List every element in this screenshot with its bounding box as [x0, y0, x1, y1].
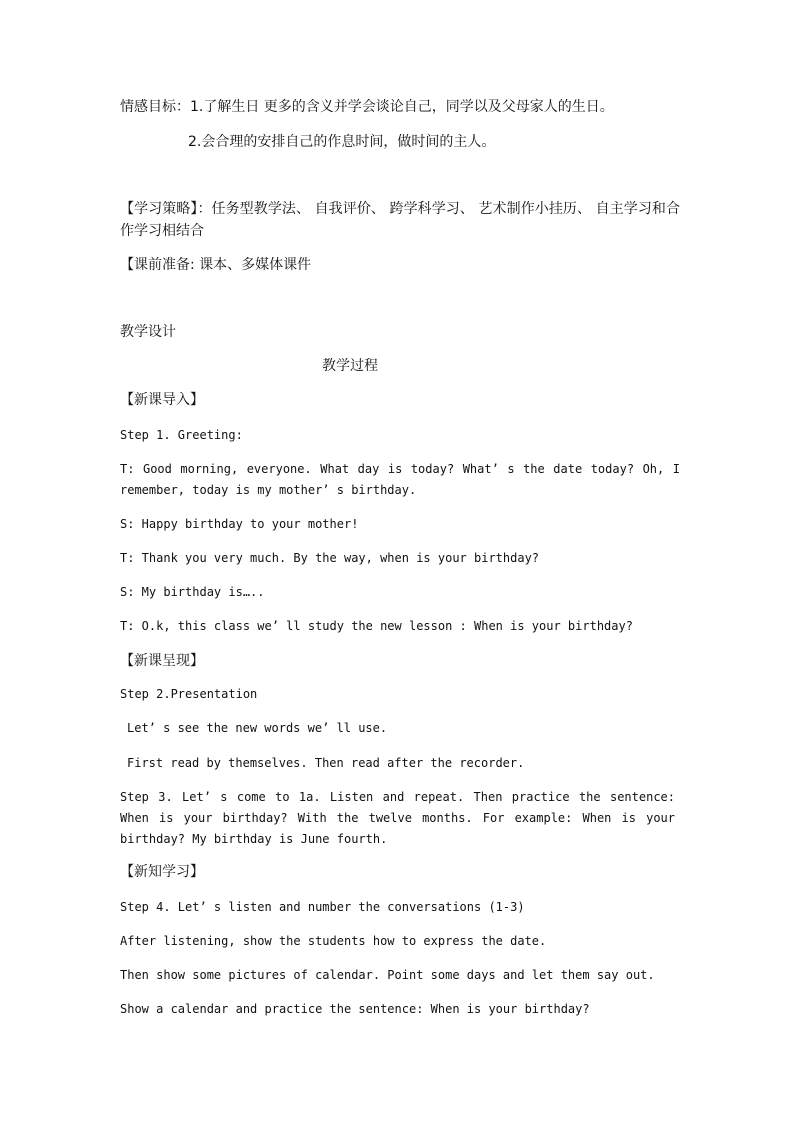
- after-listening-line: After listening, show the students how to express the date.: [120, 934, 547, 948]
- step-4-listen-number: Step 4. Let’ s listen and number the conversations (1-3): [120, 900, 525, 914]
- emotion-objective-line-1: 情感目标：1.了解生日 更多的含义并学会谈论自己，同学以及父母家人的生日。: [120, 99, 614, 115]
- teaching-design-heading: 教学设计: [120, 324, 176, 340]
- presentation-new-words: Let’ s see the new words we’ ll use.: [127, 721, 388, 735]
- section-new-knowledge-heading: 【新知学习】: [120, 864, 204, 880]
- dialogue-teacher-greeting: T: Good morning, everyone. What day is today? What’ s the date today? Oh, I remember, today is my mother’ s birthday.: [120, 462, 680, 497]
- section-new-lesson-presentation-heading: 【新课呈现】: [120, 653, 204, 669]
- lesson-preparation: 【课前准备: 课本、多媒体课件: [120, 257, 312, 273]
- calendar-pictures-line: Then show some pictures of calendar. Point some days and let them say out.: [120, 968, 655, 982]
- dialogue-student-happy-birthday: S: Happy birthday to your mother!: [120, 517, 359, 531]
- emotion-objective-line-2: 2.会合理的安排自己的作息时间，做时间的主人。: [188, 134, 496, 150]
- section-new-lesson-intro-heading: 【新课导入】: [120, 392, 204, 408]
- presentation-read: First read by themselves. Then read after the recorder.: [127, 756, 525, 770]
- learning-strategy: 【学习策略】：任务型教学法、 自我评价、 跨学科学习、 艺术制作小挂历、 自主学习和合作学习相结合: [120, 201, 680, 239]
- dialogue-teacher-thanks: T: Thank you very much. By the way, when is your birthday?: [120, 551, 540, 565]
- dialogue-teacher-new-lesson: T: O.k, this class we’ ll study the new lesson : When is your birthday?: [120, 619, 633, 633]
- teaching-process-heading: 教学过程: [322, 358, 378, 374]
- step-2-presentation: Step 2.Presentation: [120, 687, 258, 701]
- step-1-greeting: Step 1. Greeting:: [120, 428, 243, 442]
- calendar-practice-line: Show a calendar and practice the sentence: When is your birthday?: [120, 1002, 590, 1016]
- dialogue-student-birthday: S: My birthday is…..: [120, 585, 265, 599]
- step-3-listen-repeat: Step 3. Let’ s come to 1a. Listen and repeat. Then practice the sentence: When is your birthday? With the twelve months. For example: When is your birthday? My birthday is June fourth.: [120, 790, 675, 846]
